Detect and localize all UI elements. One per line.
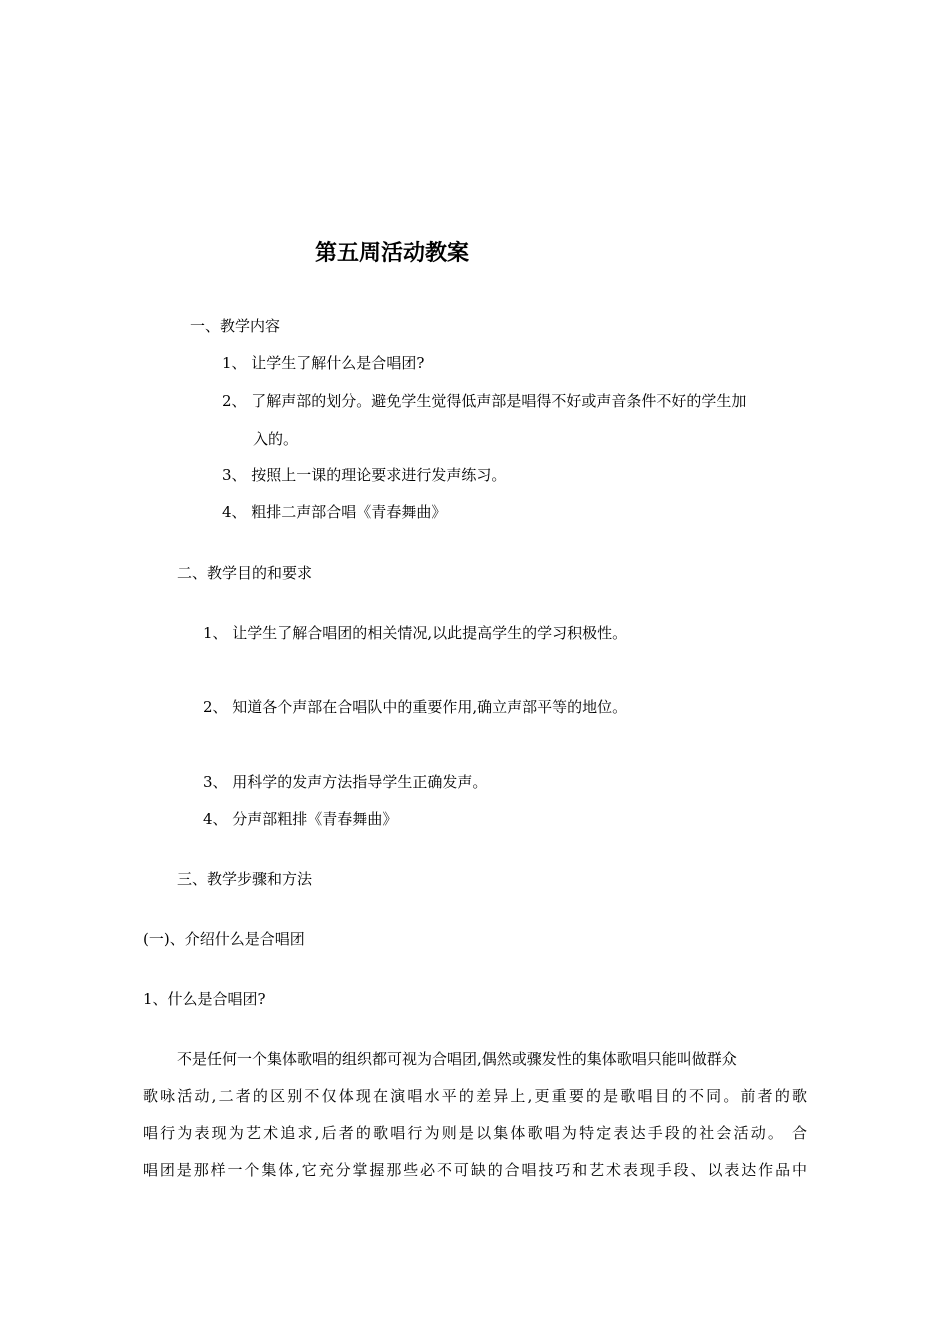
list-item: 3、 按照上一课的理论要求进行发声练习。 (222, 466, 507, 484)
paragraph-line: 歌咏活动,二者的区别不仅体现在演唱水平的差异上,更重要的是歌唱目的不同。前者的歌 (143, 1087, 807, 1105)
section-heading-goals: 二、教学目的和要求 (177, 564, 313, 582)
list-item: 3、 用科学的发声方法指导学生正确发声。 (203, 773, 488, 791)
list-item: 2、 了解声部的划分。避免学生觉得低声部是唱得不好或声音条件不好的学生加 (222, 392, 747, 410)
section-heading-steps: 三、教学步骤和方法 (177, 870, 313, 888)
list-item: 4、 粗排二声部合唱《青春舞曲》 (222, 503, 447, 521)
subsection-heading: (一)、介绍什么是合唱团 (143, 930, 305, 948)
list-item: 1、 让学生了解什么是合唱团? (222, 354, 425, 372)
list-item: 1、 让学生了解合唱团的相关情况,以此提高学生的学习积极性。 (203, 624, 628, 642)
document-title: 第五周活动教案 (315, 241, 470, 266)
list-item: 4、 分声部粗排《青春舞曲》 (203, 810, 398, 828)
list-item-continuation: 入的。 (253, 430, 299, 448)
paragraph-line: 不是任何一个集体歌唱的组织都可视为合唱团,偶然或骤发性的集体歌唱只能叫做群众 (177, 1050, 737, 1068)
section-heading-teaching-content: 一、教学内容 (190, 317, 281, 335)
paragraph-line: 唱行为表现为艺术追求,后者的歌唱行为则是以集体歌唱为特定表达手段的社会活动。 合 (143, 1124, 807, 1142)
list-item: 2、 知道各个声部在合唱队中的重要作用,确立声部平等的地位。 (203, 698, 628, 716)
paragraph-line: 唱团是那样一个集体,它充分掌握那些必不可缺的合唱技巧和艺术表现手段、以表达作品中 (143, 1161, 807, 1179)
question-heading: 1、什么是合唱团? (143, 990, 266, 1008)
